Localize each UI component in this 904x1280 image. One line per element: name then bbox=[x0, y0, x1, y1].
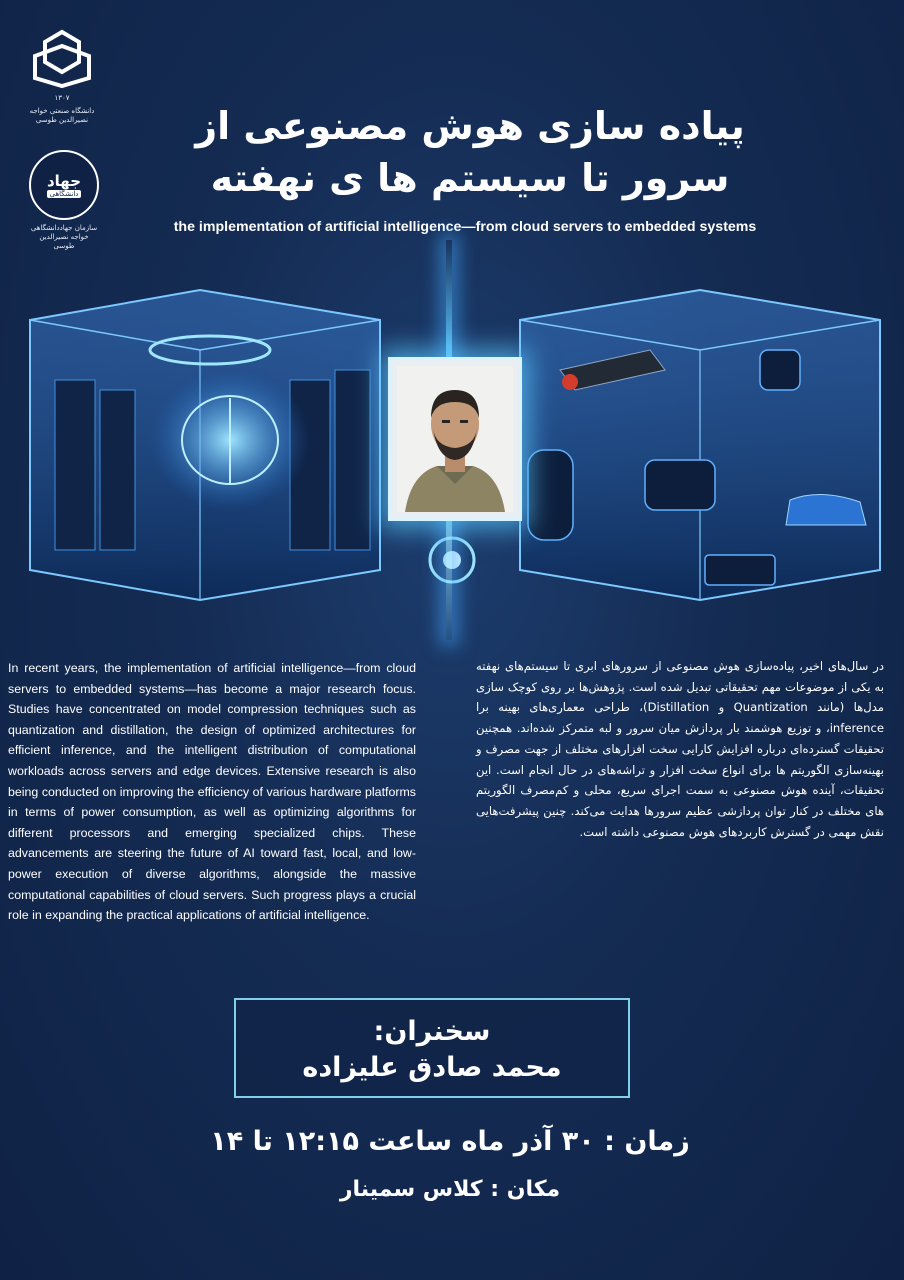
speaker-name: محمد صادق علیزاده bbox=[302, 1052, 562, 1083]
title-persian-line2: سرور تا سیستم ها ی نهفته bbox=[210, 156, 730, 200]
body-english: In recent years, the implementation of artificial intelligence—from cloud servers to embedded systems—has become a major research focus. Studies have concentrated on model compression techniques such as quantization and distillation, the design of optimized architectures for efficient inference, and the intelligent distribution of computational workloads across servers and edge devices. Extensive research is also being conducted on improving the efficiency of various hardware platforms in terms of power consumption, as well as optimizing algorithms for different processors and emerging specialized chips. These advancements are steering the future of AI toward fast, local, and low-power execution of diverse algorithms, alongside the massive computational capabilities of cloud servers. Such progress plays a crucial role in expanding the practical applications of artificial intelligence. bbox=[8, 661, 416, 923]
hero-illustration bbox=[0, 240, 904, 640]
university-emblem-icon bbox=[27, 28, 97, 90]
speaker-box bbox=[234, 998, 630, 1098]
jahad-logo bbox=[28, 150, 100, 251]
speaker-photo bbox=[388, 357, 522, 521]
event-place: مکان : کلاس سمینار bbox=[339, 1177, 561, 1202]
event-time: زمان : ۳۰ آذر ماه ساعت ۱۲:۱۵ تا ۱۴ bbox=[210, 1126, 690, 1157]
title-persian bbox=[150, 100, 790, 204]
title-persian-line1: پیاده سازی هوش مصنوعی از bbox=[195, 104, 745, 148]
university-logo bbox=[22, 28, 102, 138]
jahad-emblem bbox=[29, 150, 99, 220]
university-caption: دانشگاه صنعتی خواجه نصیرالدین طوسی bbox=[29, 107, 95, 124]
jahad-emblem-small: دانشگاهی bbox=[47, 190, 82, 198]
university-year: ۱۳۰۷ bbox=[54, 94, 70, 102]
body-persian: در سال‌های اخیر، پیاده‌سازی هوش مصنوعی از سرورهای ابری تا سیستم‌های نهفته به یکی از موضوعات مهم تحقیقاتی تبدیل شده است. پژوهش‌ها بر روی کوچک سازی مدل‌ها (مانند Quantization و Distillation)، طراحی معماری‌های بهینه برا inference، و توزیع هوشمند بار پردازش میان سرور و لبه متمرکز شده‌اند. همچنین تحقیقات گسترده‌ای درباره افزایش کارایی سخت افزارهای مختلف از جهت مصرف و بهینه‌سازی الگوریتم ها برای انواع سخت افزار و تراشه‌های در حال انجام است. این تحقیقات، آینده هوش مصنوعی به سمت اجرای سریع، محلی و کم‌مصرف الگوریتم های مختلف در کنار توان پردازشی عظیم سرورها هدایت می‌کند. چنین پیشرفت‌هایی نقش مهمی در گسترش کاربردهای هوش مصنوعی داشته است. bbox=[476, 659, 884, 839]
speaker-label: سخنران: bbox=[373, 1016, 491, 1047]
jahad-caption: سازمان جهاددانشگاهی خواجه نصیرالدین طوسی bbox=[30, 224, 98, 250]
speaker-portrait-icon bbox=[397, 366, 513, 512]
jahad-emblem-big: جهاد bbox=[46, 171, 82, 190]
title-english: the implementation of artificial intelligence—from cloud servers to embedded systems bbox=[173, 219, 757, 235]
